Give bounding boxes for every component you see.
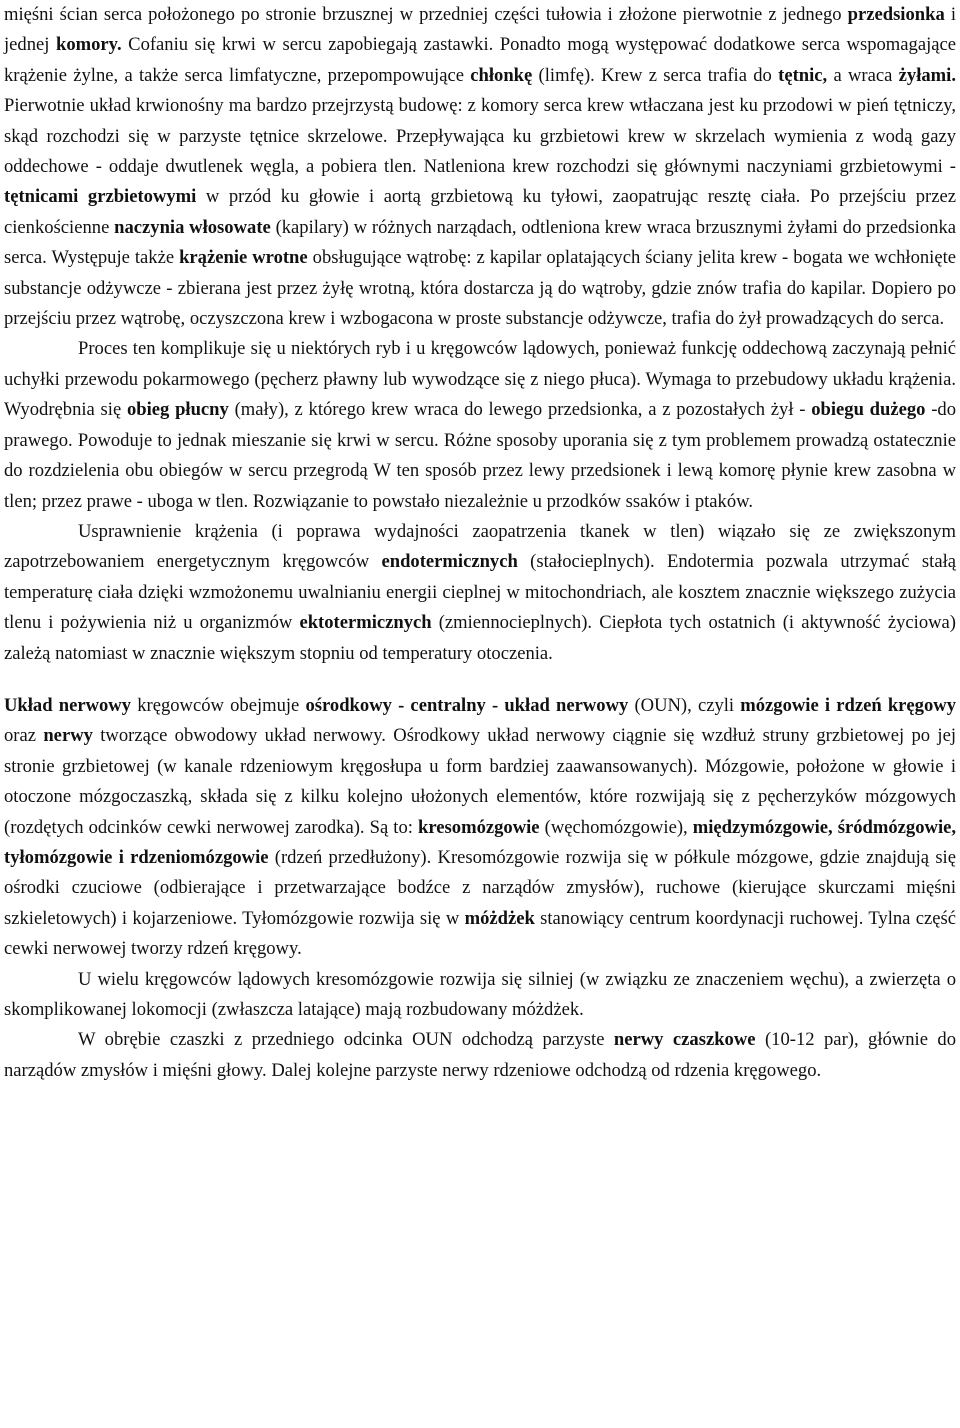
bold-term: tętnicami grzbietowymi (4, 186, 197, 208)
bold-term: krążenie wrotne (179, 247, 308, 269)
bold-term: nerwy (43, 725, 93, 747)
text-run: (limfę). Krew z serca trafia do (532, 64, 779, 86)
text-run: stanowiący centrum koordynacji ruchowej. Tylna część cewki nerwowej tworzy rdzeń kręgowy. (4, 907, 956, 960)
bold-term: komory. (56, 34, 122, 56)
text-run: mięśni ścian serca położonego po stronie brzusznej w przedniej części tułowia i złożone pierwotnie z jednego (4, 4, 848, 25)
bold-term: międzymózgowie, śródmózgowie, tyłomózgowie i rdzeniomózgowie (4, 816, 957, 868)
body-paragraph (4, 0, 956, 334)
text-run: (węchomózgowie), (539, 816, 693, 838)
text-run: W obrębie czaszki z przedniego odcinka OUN odchodzą parzyste (78, 1029, 614, 1051)
text-run: (stałocieplnych). Endotermia pozwala utrzymać stałą temperaturę ciała dzięki wzmożonemu uwalnianiu energii cieplnej w mitochondriach, ale kosztem znacznie większego zużycia tlenu i pożywienia niż u organizmów (4, 551, 956, 634)
text-run: w przód ku głowie i aortą grzbietową ku tyłowi, zaopatrując resztę ciała. Po przejściu przez cienkościenne (4, 186, 956, 238)
bold-term: obiegu dużego (811, 399, 926, 421)
bold-term: nerwy czaszkowe (613, 1029, 756, 1051)
body-paragraph (4, 1025, 956, 1086)
text-run: (OUN), czyli (628, 694, 741, 716)
bold-term: żyłami. (898, 64, 956, 86)
text-run: obsługujące wątrobę: z kapilar oplatających ściany jelita krew - bogata we wchłonięte substancje odżywcze - zbierana jest przez żyłę wrotną, która dostarcza ją do wątroby, gdzie znów trafia do kapilar. Dopiero po przejściu przez wątrobę, oczyszczona krew i wzbogacona w proste substancje odżywcze, trafia do żył prowadzących do serca. (4, 247, 957, 330)
bold-term: kresomózgowie (418, 816, 540, 838)
bold-term: chłonkę (470, 64, 533, 86)
bold-term: naczynia włosowate (114, 216, 271, 238)
text-run: a wraca (827, 64, 899, 86)
text-run: (mały), z którego krew wraca do lewego przedsionka, a z pozostałych żył - (228, 399, 812, 421)
section-gap (4, 669, 956, 691)
text-run: i jednej (4, 4, 956, 56)
text-run: (zmiennocieplnych). Ciepłota tych ostatnich (i aktywność życiowa) zależą natomiast w znacznie większym stopniu od temperatury otoczenia. (4, 612, 956, 664)
bold-term: ektotermicznych (299, 612, 432, 634)
text-run: Usprawnienie krążenia (i poprawa wydajności zaopatrzenia tkanek w tlen) wiązało się ze zwiększonym zapotrzebowaniem energetycznym kręgowców (4, 520, 956, 573)
text-run: (kapilary) w różnych narządach, odtleniona krew wraca brzusznymi żyłami do przedsionka serca. Występuje także (4, 216, 956, 269)
text-run: (rdzeń przedłużony). Kresomózgowie rozwija się w półkule mózgowe, gdzie znajdują się ośrodki czuciowe (odbierające i przetwarzające bodźce z narządów zmysłów), ruchowe (kierujące skurczami mięśni szkieletowych) i kojarzeniowe. Tyłomózgowie rozwija się w (4, 846, 956, 929)
bold-term: przedsionka (847, 4, 945, 25)
body-paragraph (4, 334, 956, 516)
bold-term: obieg płucny (126, 399, 229, 421)
text-run: Cofaniu się krwi w sercu zapobiegają zastawki. Ponadto mogą występować dodatkowe serca wspomagające krążenie żylne, a także serca limfatyczne, przepompowujące (4, 34, 956, 86)
bold-term: móżdżek (464, 907, 535, 929)
body-paragraph (4, 691, 956, 965)
text-run: Proces ten komplikuje się u niektórych ryb i u kręgowców lądowych, ponieważ funkcję oddechową zaczynają pełnić uchyłki przewodu pokarmowego (pęcherz pławny lub wywodzące się z niego płuca). Wymaga to przebudowy układu krążenia. Wyodrębnia się (4, 338, 956, 421)
bold-term: tętnic, (778, 64, 828, 86)
bold-term: mózgowie i rdzeń kręgowy (740, 694, 956, 716)
text-run: Pierwotnie układ krwionośny ma bardzo przejrzystą budowę: z komory serca krew wtłaczana jest ku przodowi w pień tętniczy, skąd rozchodzi się w parzyste tętnice skrzelowe. Przepływająca ku grzbietowi krew w skrzelach wymienia z wodą gazy oddechowe - oddaje dwutlenek węgla, a pobiera tlen. Natleniona krew rozchodzi się głównymi naczyniami grzbietowymi - (4, 95, 956, 178)
bold-term: ośrodkowy - centralny - układ nerwowy (305, 694, 629, 716)
text-run: oraz (4, 725, 44, 747)
bold-term: Układ nerwowy (4, 694, 132, 716)
body-paragraph (4, 965, 956, 1026)
body-paragraph (4, 517, 956, 669)
text-run: tworzące obwodowy układ nerwowy. Ośrodkowy układ nerwowy ciągnie się wzdłuż struny grzbietowej po jej stronie grzbietowej (w kanale rdzeniowym kręgosłupa u form bardziej zaawansowanych). Mózgowie, położone w głowie i otoczone mózgoczaszką, składa się z kilku kolejno ułożonych elementów, które rozwijają się z pęcherzyków mózgowych (rozdętych odcinków cewki nerwowej zarodka). Są to: (4, 725, 956, 838)
text-run: kręgowców obejmuje (131, 694, 306, 716)
text-run: U wielu kręgowców lądowych kresomózgowie rozwija się silniej (w związku ze znaczeniem węchu), a zwierzęta o skomplikowanej lokomocji (zwłaszcza latające) mają rozbudowany móżdżek. (4, 968, 956, 1020)
text-run: -do prawego. Powoduje to jednak mieszanie się krwi w sercu. Różne sposoby uporania się z tym problemem prowadzą ostatecznie do rozdzielenia obu obiegów w sercu przegrodą W ten sposób przez lewy przedsionek i lewą komorę płynie krew zasobna w tlen; przez prawe - uboga w tlen. Rozwiązanie to powstało niezależnie u przodków ssaków i ptaków. (4, 399, 956, 512)
text-run: (10-12 par), głównie do narządów zmysłów i mięśni głowy. Dalej kolejne parzyste nerwy rdzeniowe odchodzą od rdzenia kręgowego. (4, 1029, 956, 1081)
bold-term: endotermicznych (381, 551, 518, 573)
